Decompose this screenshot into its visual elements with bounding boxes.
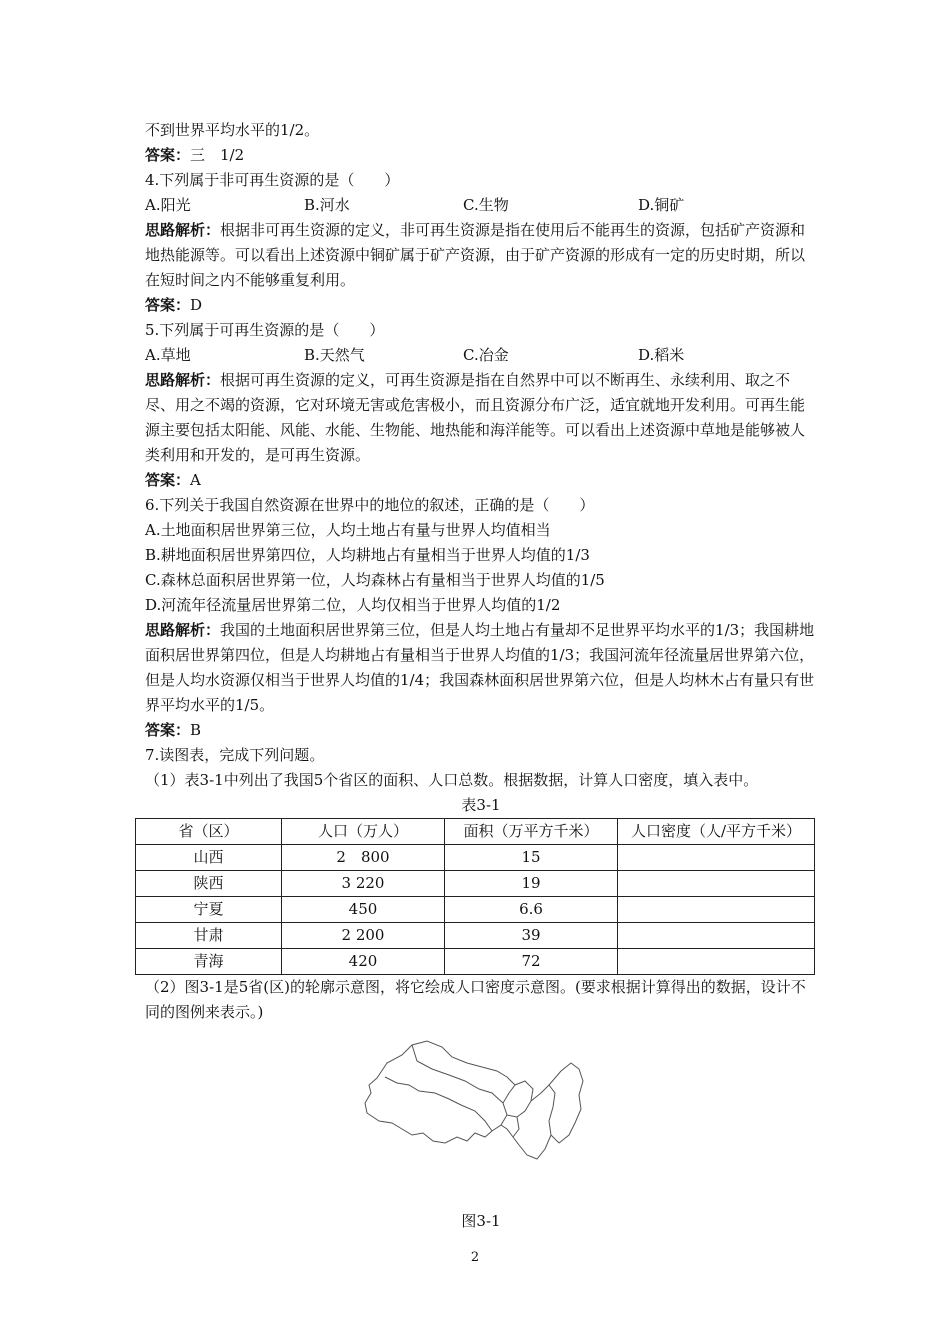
question-5-options <box>145 343 817 368</box>
option-b: B.河水 <box>304 196 350 214</box>
explanation-6 <box>145 618 817 718</box>
explanation-4 <box>145 218 817 293</box>
map-outline-icon <box>357 1033 597 1173</box>
option-c: C.冶金 <box>463 346 509 364</box>
table-cell: 青海 <box>136 949 282 975</box>
table-cell: 山西 <box>136 845 282 871</box>
table-cell: 2 800 <box>282 845 445 871</box>
answer-label: 答案： <box>145 296 191 314</box>
question-7-part-2: （2）图3-1是5省(区)的轮廓示意图，将它绘成人口密度示意图。(要求根据计算得出的数据，设计不同的图例来表示。) <box>145 978 806 1021</box>
table-cell: 3 220 <box>282 871 445 897</box>
question-5: 5.下列属于可再生资源的是（ ） <box>145 321 385 339</box>
explanation-text: 我国的土地面积居世界第三位，但是人均土地占有量却不足世界平均水平的1/3；我国耕地面积居世界第四位，但是人均耕地占有量相当于世界人均值的1/3；我国河流年径流量居世界第六位，但是人均水资源仅相当于世界人均值的1/4；我国森林面积居世界第六位，但是人均林木占有量只有世界平均水平的1/5。 <box>145 621 815 714</box>
answer-label: 答案： <box>145 721 191 739</box>
option-a: A.土地面积居世界第三位，人均土地占有量与世界人均值相当 <box>145 521 551 539</box>
table-cell <box>618 897 815 923</box>
answer-5 <box>145 468 817 493</box>
explanation-text: 根据可再生资源的定义，可再生资源是指在自然界中可以不断再生、永续利用、取之不尽、用之不竭的资源，它对环境无害或危害极小，而且资源分布广泛，适宜就地开发利用。可再生能源主要包括太阳能、风能、水能、生物能、地热能和海洋能等。可以看出上述资源中草地是能够被人类利用和开发的，是可再生资源。 <box>145 371 806 464</box>
table-header-cell: 人口（万人） <box>282 819 445 845</box>
table-row <box>136 897 815 923</box>
figure-caption: 图3-1 <box>461 1212 501 1230</box>
table-cell: 450 <box>282 897 445 923</box>
question-7: 7.读图表，完成下列问题。 <box>145 746 325 764</box>
explanation-text: 根据非可再生资源的定义，非可再生资源是指在使用后不能再生的资源，包括矿产资源和地热能源等。可以看出上述资源中铜矿属于矿产资源，由于矿产资源的形成有一定的历史时期，所以在短时间之内不能够重复利用。 <box>145 221 806 289</box>
table-cell: 2 200 <box>282 923 445 949</box>
answer-label: 答案： <box>145 471 191 489</box>
answer-6 <box>145 718 817 743</box>
table-cell <box>618 871 815 897</box>
table-cell: 6.6 <box>445 897 618 923</box>
table-header-cell: 面积（万平方千米） <box>445 819 618 845</box>
answer-text: D <box>190 296 203 314</box>
table-row <box>136 923 815 949</box>
option-a: A.草地 <box>145 346 191 364</box>
answer-4 <box>145 293 817 318</box>
table-header-cell: 省（区） <box>136 819 282 845</box>
table-row <box>136 949 815 975</box>
table-cell: 72 <box>445 949 618 975</box>
page-number: 2 <box>470 1250 480 1265</box>
question-6: 6.下列关于我国自然资源在世界中的地位的叙述，正确的是（ ） <box>145 496 595 514</box>
option-d: D.铜矿 <box>638 196 685 214</box>
table-cell <box>618 923 815 949</box>
answer-text: B <box>190 721 202 739</box>
table-cell <box>618 949 815 975</box>
table-cell: 15 <box>445 845 618 871</box>
answer-3 <box>145 143 817 168</box>
option-b: B.耕地面积居世界第四位，人均耕地占有量相当于世界人均值的1/3 <box>145 546 590 564</box>
question-4: 4.下列属于非可再生资源的是（ ） <box>145 171 400 189</box>
question-4-options <box>145 193 817 218</box>
option-d: D.河流年径流量居世界第二位，人均仅相当于世界人均值的1/2 <box>145 596 561 614</box>
option-a: A.阳光 <box>145 196 191 214</box>
question-7-part-1: （1）表3-1中列出了我国5个省区的面积、人口总数。根据数据，计算人口密度，填入表中。 <box>145 771 759 789</box>
answer-text: A <box>190 471 201 489</box>
data-table <box>135 818 815 975</box>
option-c: C.森林总面积居世界第一位，人均森林占有量相当于世界人均值的1/5 <box>145 571 605 589</box>
option-b: B.天然气 <box>304 346 365 364</box>
table-cell <box>618 845 815 871</box>
table-cell: 19 <box>445 871 618 897</box>
table-caption: 表3-1 <box>461 796 501 814</box>
table-cell: 陕西 <box>136 871 282 897</box>
explanation-label: 思路解析： <box>145 371 221 389</box>
table-cell: 39 <box>445 923 618 949</box>
table-cell: 甘肃 <box>136 923 282 949</box>
table-row <box>136 845 815 871</box>
table-header-row <box>136 819 815 845</box>
explanation-label: 思路解析： <box>145 221 221 239</box>
answer-label: 答案： <box>145 146 191 164</box>
province-outline-map <box>145 1033 817 1203</box>
document-body <box>145 118 817 1234</box>
table-cell: 宁夏 <box>136 897 282 923</box>
explanation-5 <box>145 368 817 468</box>
explanation-label: 思路解析： <box>145 621 221 639</box>
table-header-cell: 人口密度（人/平方千米） <box>618 819 815 845</box>
table-cell: 420 <box>282 949 445 975</box>
table-row <box>136 871 815 897</box>
option-d: D.稻米 <box>638 346 685 364</box>
answer-text: 三 1/2 <box>190 146 245 164</box>
text-line: 不到世界平均水平的1/2。 <box>145 121 320 139</box>
option-c: C.生物 <box>463 196 509 214</box>
